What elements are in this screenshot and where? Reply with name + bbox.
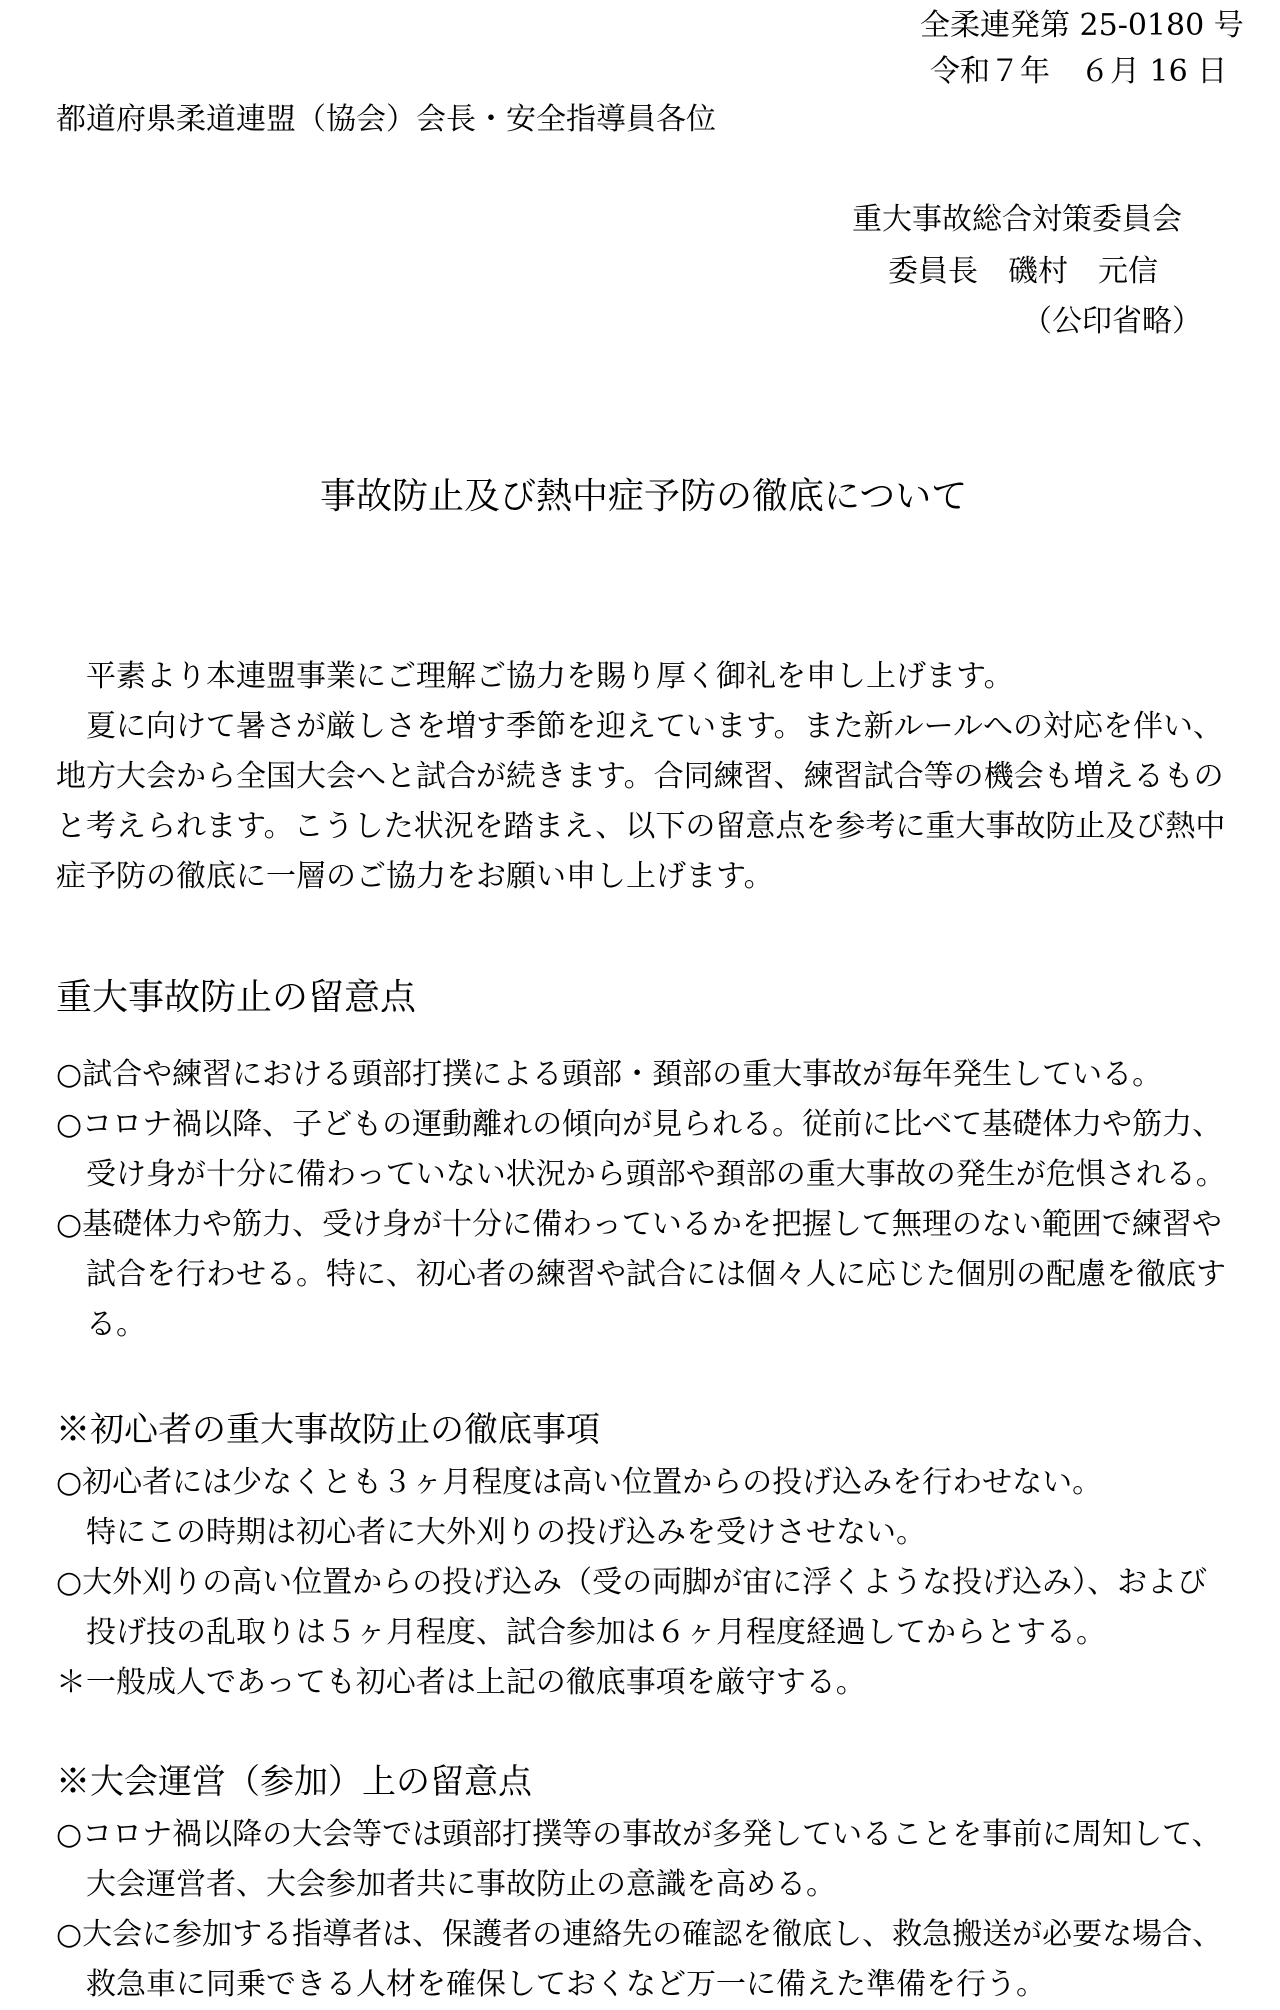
section-heading-beginner-rules: ※初心者の重大事故防止の徹底事項 bbox=[56, 1410, 600, 1450]
document-date: 令和７年 ６月 16 日 bbox=[930, 54, 1228, 89]
intro-line: 地方大会から全国大会へと試合が続きます。合同練習、練習試合等の機会も増えるもの bbox=[56, 759, 1224, 794]
list-item-continuation: 投げ技の乱取りは５ヶ月程度、試合参加は６ヶ月程度経過してからとする。 bbox=[86, 1615, 1106, 1650]
addressee: 都道府県柔道連盟（協会）会長・安全指導員各位 bbox=[56, 102, 716, 137]
section-list-beginner-rules bbox=[56, 1458, 1246, 1708]
intro-line: 平素より本連盟事業にご理解ご協力を賜り厚く御礼を申し上げます。 bbox=[86, 659, 1014, 694]
list-item-continuation: 試合を行わせる。特に、初心者の練習や試合には個々人に応じた個別の配慮を徹底す bbox=[86, 1257, 1226, 1292]
section-list-tournament-operation bbox=[56, 1810, 1246, 2010]
list-item-continuation: る。 bbox=[86, 1307, 146, 1342]
section-heading-accident-prevention: 重大事故防止の留意点 bbox=[56, 977, 417, 1018]
list-item-continuation: 受け身が十分に備わっていない状況から頭部や頚部の重大事故の発生が危惧される。 bbox=[86, 1157, 1226, 1192]
sender-committee: 重大事故総合対策委員会 bbox=[852, 202, 1182, 237]
list-item: ○初心者には少なくとも３ヶ月程度は高い位置からの投げ込みを行わせない。 bbox=[56, 1465, 1103, 1500]
document-number: 全柔連発第 25-0180 号 bbox=[920, 8, 1244, 43]
section-list-accident-prevention bbox=[56, 1050, 1246, 1350]
list-item: ○大会に参加する指導者は、保護者の連絡先の確認を徹底し、救急搬送が必要な場合、 bbox=[56, 1917, 1223, 1952]
intro-line: と考えられます。こうした状況を踏まえ、以下の留意点を参考に重大事故防止及び熱中 bbox=[56, 809, 1226, 844]
list-item: ○コロナ禍以降、子どもの運動離れの傾向が見られる。従前に比べて基礎体力や筋力、 bbox=[56, 1107, 1223, 1142]
seal-note: （公印省略） bbox=[1022, 304, 1202, 339]
list-item: ○コロナ禍以降の大会等では頭部打撲等の事故が多発していることを事前に周知して、 bbox=[56, 1817, 1222, 1852]
section-heading-tournament-operation: ※大会運営（参加）上の留意点 bbox=[56, 1762, 532, 1802]
list-item-continuation: 特にこの時期は初心者に大外刈りの投げ込みを受けさせない。 bbox=[86, 1515, 926, 1550]
list-item-note: ＊一般成人であっても初心者は上記の徹底事項を厳守する。 bbox=[56, 1665, 866, 1700]
list-item: ○試合や練習における頭部打撲による頭部・頚部の重大事故が毎年発生している。 bbox=[56, 1057, 1163, 1092]
intro-line: 夏に向けて暑さが厳しさを増す季節を迎えています。また新ルールへの対応を伴い、 bbox=[86, 709, 1223, 744]
document-title: 事故防止及び熱中症予防の徹底について bbox=[320, 476, 968, 517]
list-item: ○基礎体力や筋力、受け身が十分に備わっているかを把握して無理のない範囲で練習や bbox=[56, 1207, 1222, 1242]
list-item: ○大外刈りの高い位置からの投げ込み（受の両脚が宙に浮くような投げ込み）、および bbox=[56, 1565, 1208, 1600]
list-item-continuation: 大会運営者、大会参加者共に事故防止の意識を高める。 bbox=[86, 1867, 836, 1902]
intro-paragraph bbox=[56, 652, 1246, 902]
sender-chair: 委員長 磯村 元信 bbox=[888, 254, 1158, 289]
intro-line: 症予防の徹底に一層のご協力をお願い申し上げます。 bbox=[56, 859, 774, 894]
list-item-continuation: 救急車に同乗できる人材を確保しておくなど万一に備えた準備を行う。 bbox=[86, 1967, 1046, 2002]
